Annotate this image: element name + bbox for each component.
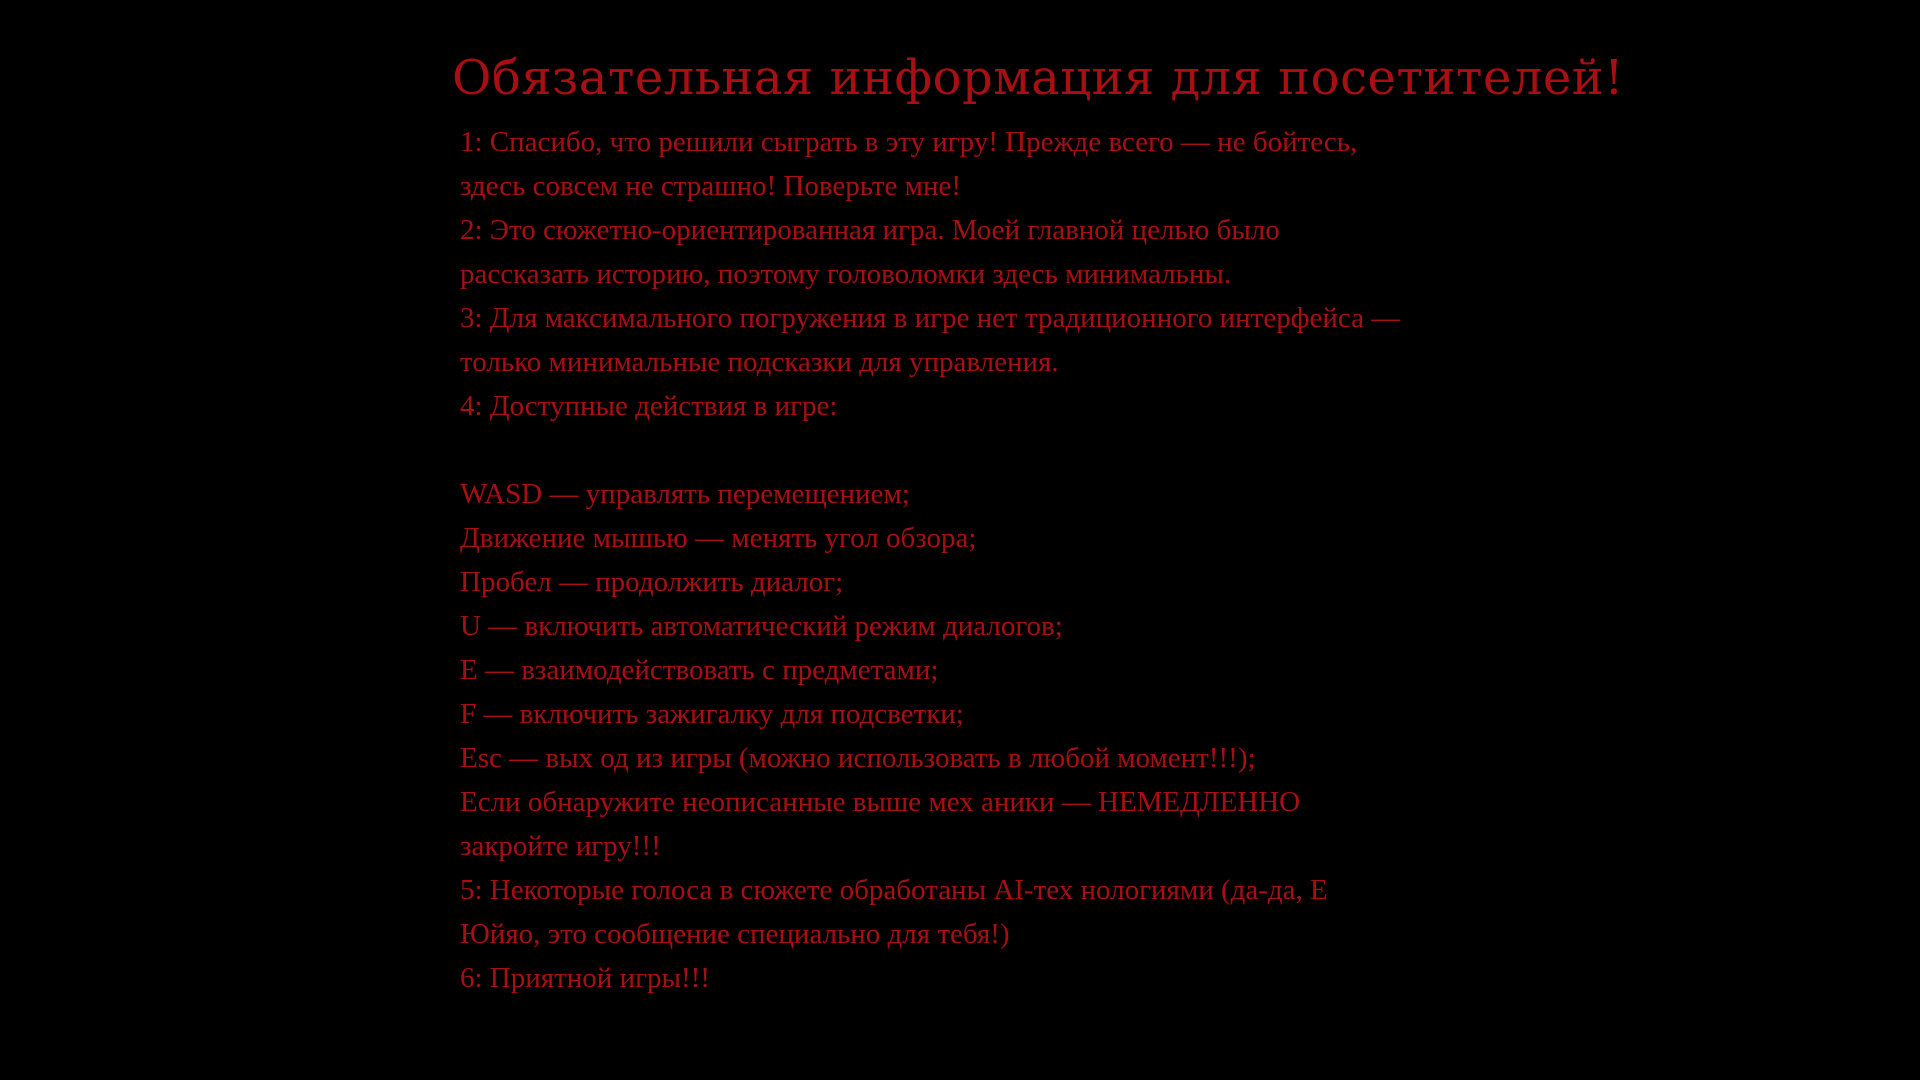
control-line-esc: Esc — вых од из игры (можно использовать в любой момент!!!); xyxy=(460,742,1256,774)
info-line: 4: Доступные действия в игре: xyxy=(460,390,838,422)
warning-line: закройте игру!!! xyxy=(460,830,661,862)
info-line: 2: Это сюжетно-ориентированная игра. Моей главной целью было xyxy=(460,214,1280,246)
info-line: 3: Для максимального погружения в игре нет традиционного интерфейса — xyxy=(460,302,1401,334)
info-line: 1: Спасибо, что решили сыграть в эту игру! Прежде всего — не бойтесь, xyxy=(460,126,1358,158)
info-text xyxy=(460,120,1520,1000)
control-line-u: U — включить автоматический режим диалогов; xyxy=(460,610,1063,642)
warning-line: Если обнаружите неописанные выше мех аники — НЕМЕДЛЕННО xyxy=(460,786,1301,818)
blank-line xyxy=(460,428,1520,472)
control-line-e: E — взаимодействовать с предметами; xyxy=(460,654,939,686)
info-line: рассказать историю, поэтому головоломки здесь минимальны. xyxy=(460,258,1232,290)
info-line: только минимальные подсказки для управления. xyxy=(460,346,1059,378)
control-line-space: Пробел — продолжить диалог; xyxy=(460,566,844,598)
page-title: Обязательная информация для посетителей! xyxy=(452,50,1625,106)
control-line-f: F — включить зажигалку для подсветки; xyxy=(460,698,964,730)
info-line: Юйяо, это сообщение специально для тебя!) xyxy=(460,918,1010,950)
info-line: 6: Приятной игры!!! xyxy=(460,962,710,994)
control-line-wasd: WASD — управлять перемещением; xyxy=(460,478,910,510)
info-line: здесь совсем не страшно! Поверьте мне! xyxy=(460,170,962,202)
info-line: 5: Некоторые голоса в сюжете обработаны AI-тех нологиями (да-да, Е xyxy=(460,874,1328,906)
control-line-mouse: Движение мышью — менять угол обзора; xyxy=(460,522,977,554)
